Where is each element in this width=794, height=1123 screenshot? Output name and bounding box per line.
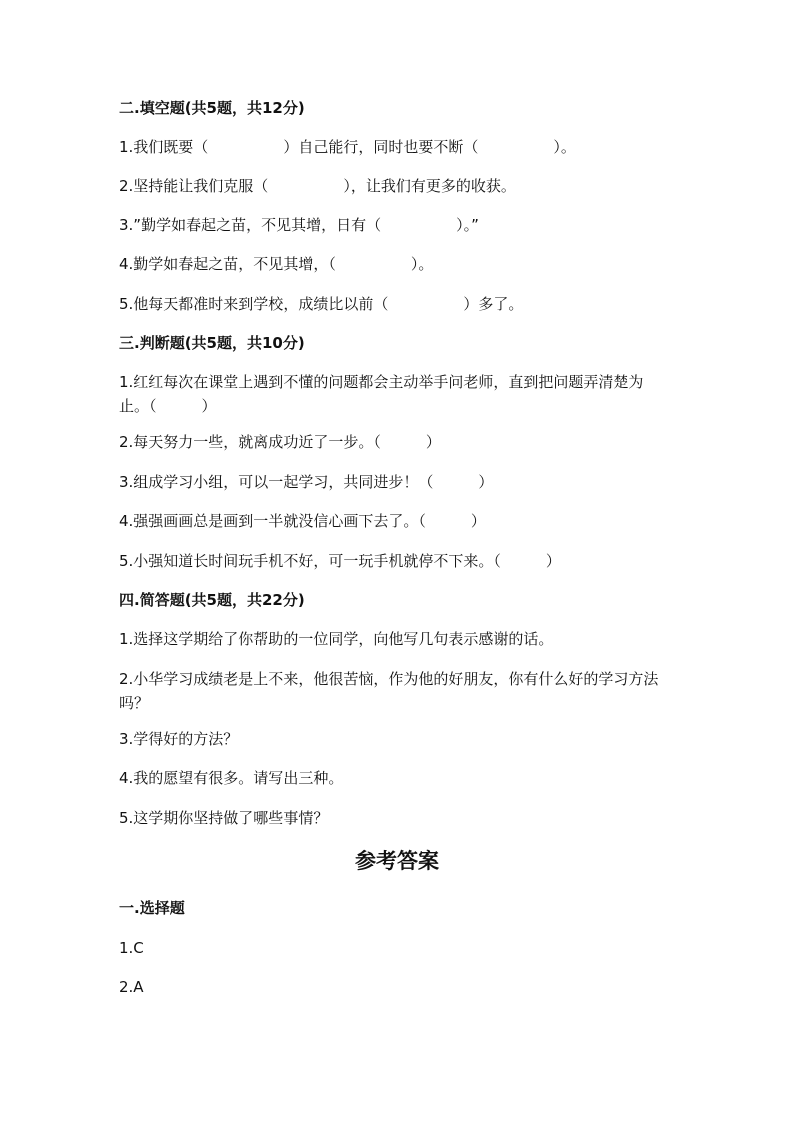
- judge-question-3: 3.组成学习小组，可以一起学习，共同进步！（ ）: [119, 473, 494, 491]
- judge-section-heading: 三.判断题(共5题，共10分): [119, 334, 305, 352]
- fill-section-heading: 二.填空题(共5题，共12分): [119, 99, 305, 117]
- judge-question-1: 1.红红每次在课堂上遇到不懂的问题都会主动举手问老师，直到把问题弄清楚为止。（ ）: [119, 373, 644, 415]
- answer-2: 2.A: [119, 978, 144, 996]
- judge-question-4: 4.强强画画总是画到一半就没信心画下去了。（ ）: [119, 512, 486, 530]
- short-question-5: 5.这学期你坚持做了哪些事情？: [119, 809, 329, 827]
- fill-question-5: 5.他每天都准时来到学校，成绩比以前（ ）多了。: [119, 295, 524, 313]
- judge-question-5: 5.小强知道长时间玩手机不好，可一玩手机就停不下来。（ ）: [119, 552, 561, 570]
- fill-question-3: 3.”勤学如春起之苗，不见其增，日有（ ）。”: [119, 216, 479, 234]
- short-section-heading: 四.简答题(共5题，共22分): [119, 591, 305, 609]
- answer-key-title: 参考答案: [355, 848, 439, 873]
- short-question-4: 4.我的愿望有很多。请写出三种。: [119, 769, 344, 787]
- short-question-3: 3.学得好的方法？: [119, 730, 239, 748]
- answer-section-heading: 一.选择题: [119, 899, 185, 917]
- fill-question-1: 1.我们既要（ ）自己能行，同时也要不断（ ）。: [119, 138, 576, 156]
- short-question-2: 2.小华学习成绩老是上不来，他很苦恼，作为他的好朋友，你有什么好的学习方法吗？: [119, 670, 659, 712]
- answer-1: 1.C: [119, 939, 144, 957]
- judge-question-2: 2.每天努力一些，就离成功近了一步。（ ）: [119, 433, 441, 451]
- short-question-1: 1.选择这学期给了你帮助的一位同学，向他写几句表示感谢的话。: [119, 630, 554, 648]
- fill-question-4: 4.勤学如春起之苗，不见其增，（ ）。: [119, 255, 434, 273]
- fill-question-2: 2.坚持能让我们克服（ ），让我们有更多的收获。: [119, 177, 516, 195]
